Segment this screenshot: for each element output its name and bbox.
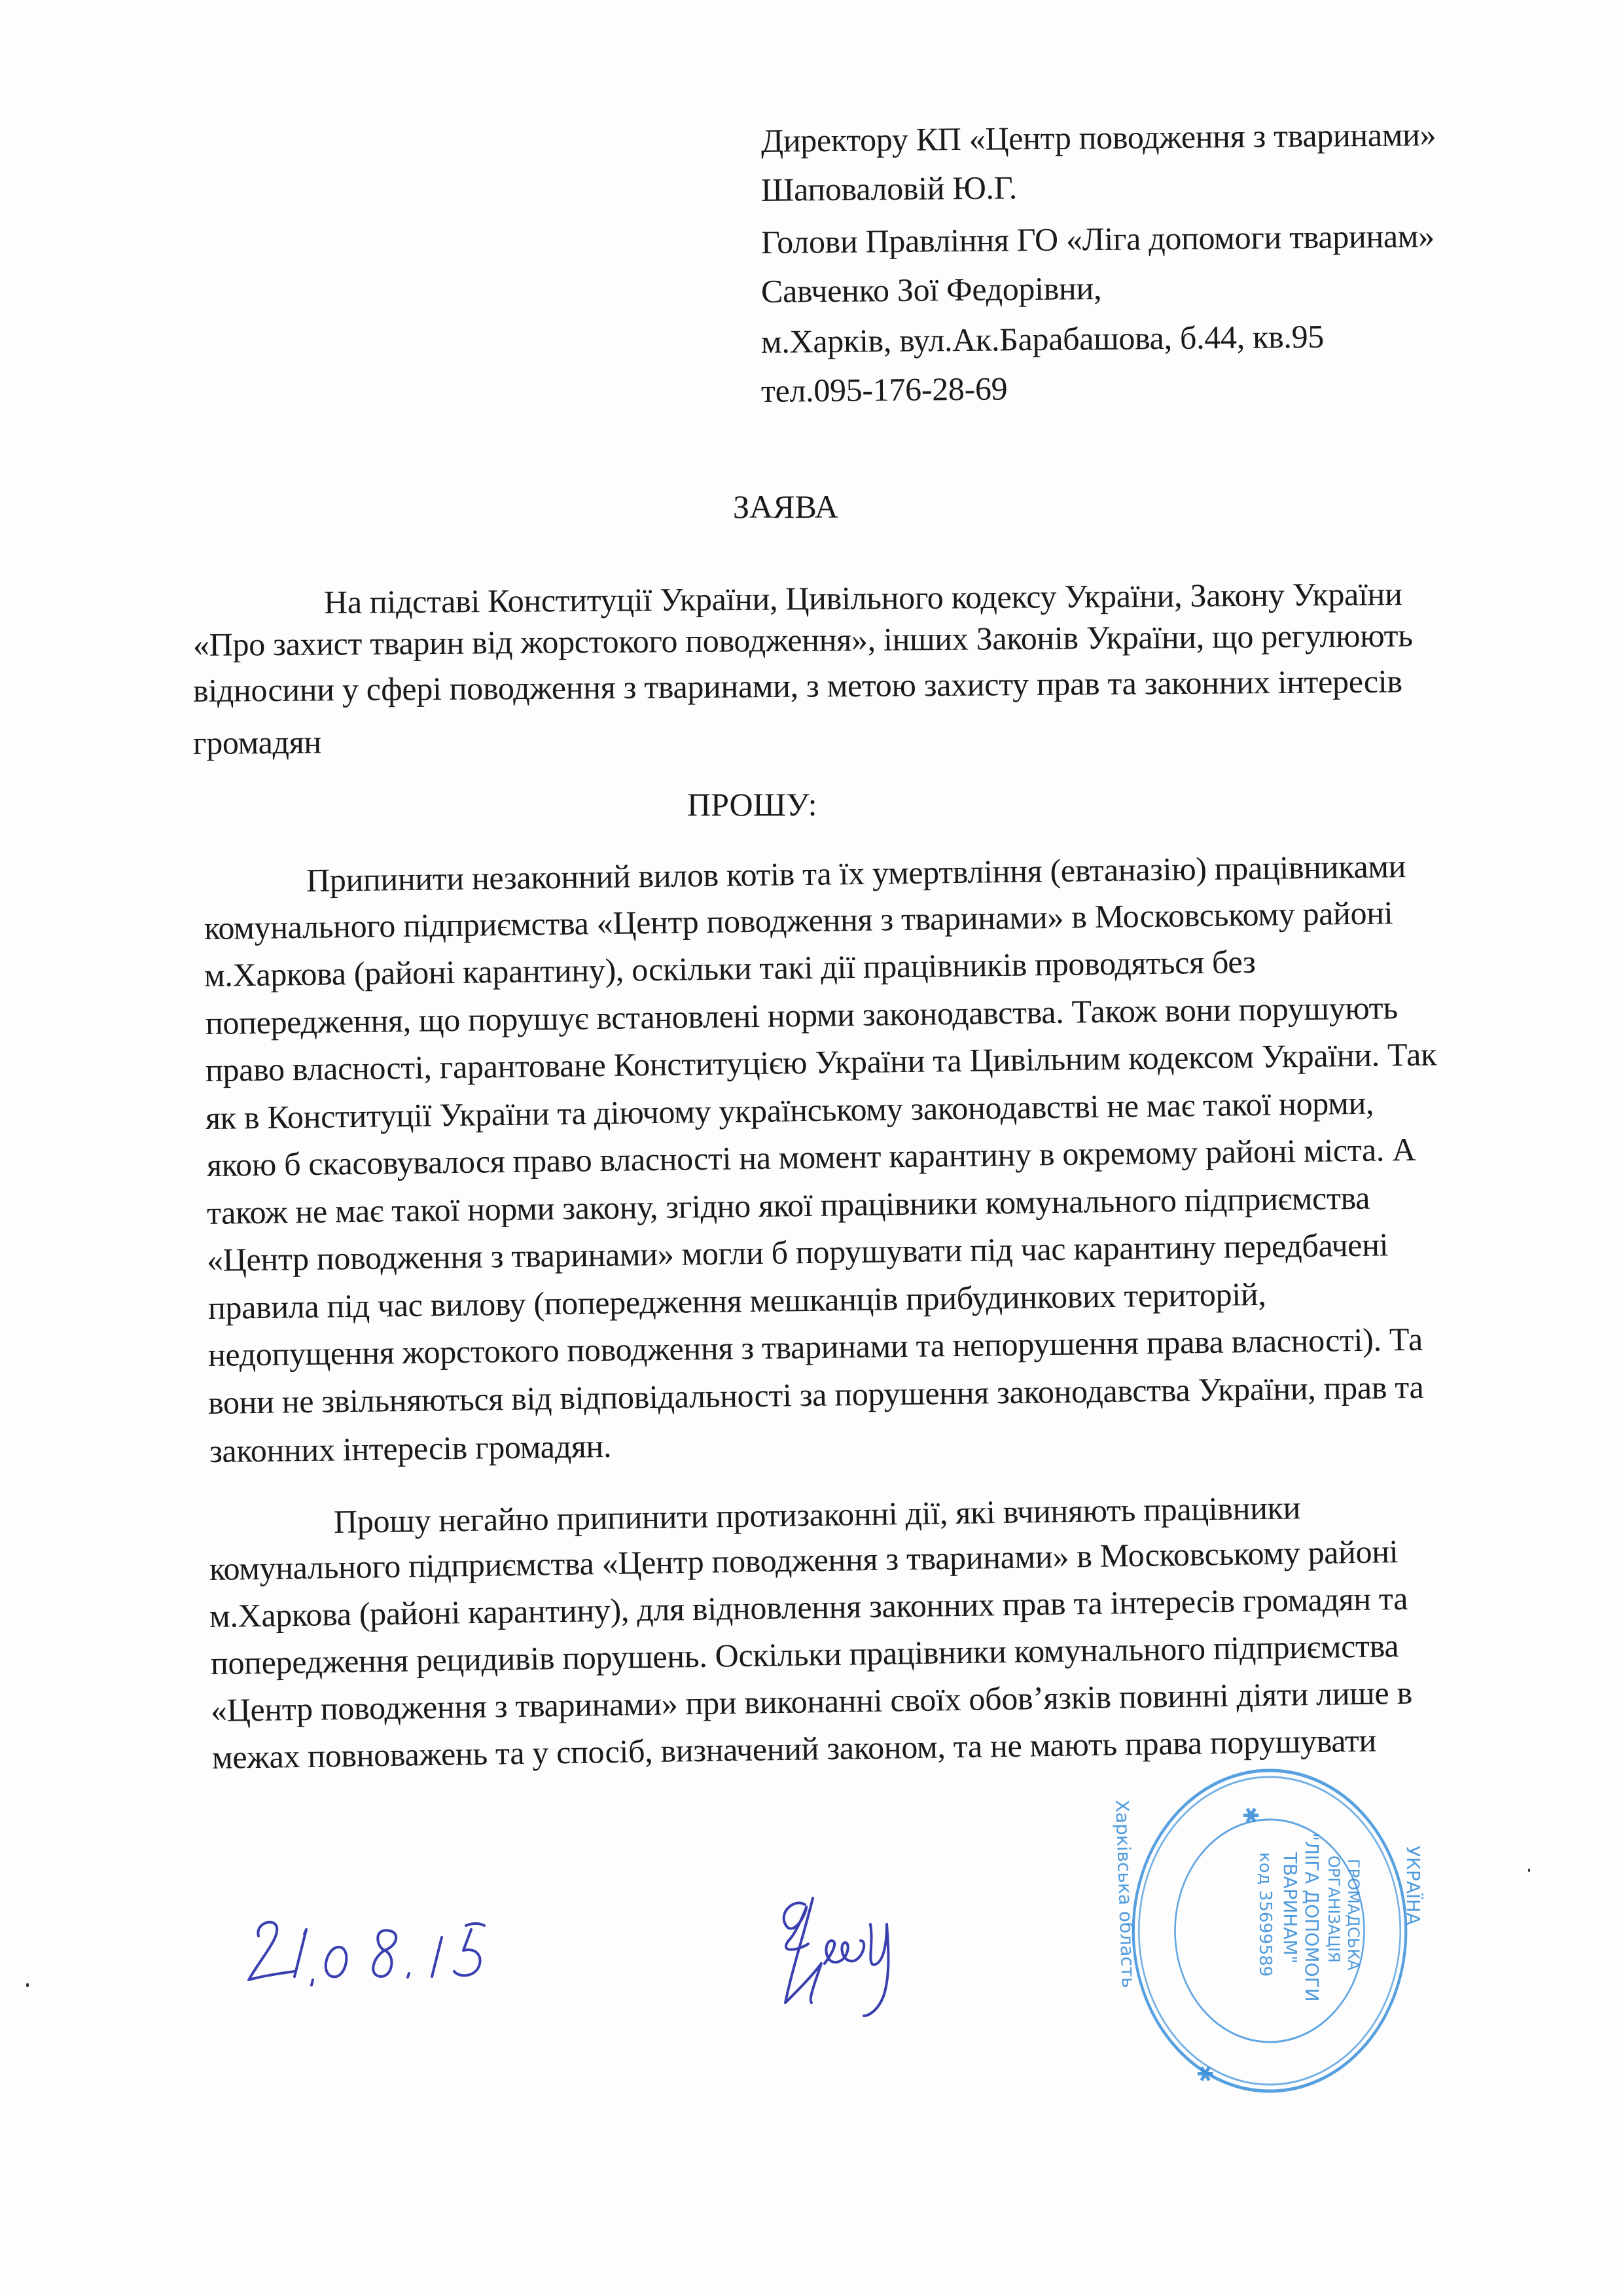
addressee-line: Шаповаловій Ю.Г. xyxy=(760,169,1018,208)
stamp-star-icon: ✱ xyxy=(1238,1806,1263,1824)
paragraph-line: правила під час вилову (попередження мешканців прибудинкових територій, xyxy=(207,1275,1266,1326)
paragraph-line: Припинити незаконний вилов котів та їх умертвління (евтаназію) працівниками xyxy=(306,848,1406,899)
organization-stamp xyxy=(1041,1761,1499,2101)
paragraph-line: м.Харкова (районі карантину), оскільки такі дії працівників проводяться без xyxy=(204,942,1256,994)
handwritten-date xyxy=(236,1885,563,1990)
paragraph-line: комунального підприємства «Центр поводження з тваринами» в Московському районі xyxy=(209,1533,1399,1587)
scan-speck xyxy=(1528,1869,1530,1872)
signature xyxy=(759,1878,955,2022)
stamp-inner-line: ГРОМАДСЬКА xyxy=(1344,1859,1363,1971)
addressee-line: м.Харків, вул.Ак.Барабашова, б.44, кв.95 xyxy=(760,317,1325,360)
paragraph-line: вони не звільняються від відповідальності за порушення законодавства України, прав та xyxy=(207,1368,1424,1421)
request-heading: ПРОШУ: xyxy=(687,786,817,823)
addressee-line: Савченко Зої Федорівни, xyxy=(760,270,1102,310)
paragraph-line: «Центр поводження з тваринами» при виконанні своїх обов’язків повинні діяти лише в xyxy=(210,1674,1413,1729)
stamp-text-top: УКРАЇНА xyxy=(1402,1846,1424,1926)
paragraph-line: недопущення жорстокого поводження з тваринами та непорушення права власності). Та xyxy=(207,1320,1423,1373)
paragraph-line: «Центр поводження з тваринами» могли б порушувати під час карантину передбачені xyxy=(206,1226,1389,1278)
intro-line: «Про захист тварин від жорстокого поводження», інших Законів України, що регулюють xyxy=(192,617,1413,663)
paragraph-line: як в Конституції України та діючому українському законодавстві не має такої норми, xyxy=(205,1084,1374,1136)
stamp-inner-line: код 35699589 xyxy=(1255,1852,1275,1977)
intro-line: громадян xyxy=(192,723,322,761)
paragraph-line: Прошу негайно припинити протизаконні дії, які вчиняють працівники xyxy=(333,1489,1301,1540)
intro-line: відносини у сфері поводження з тваринами, з метою захисту прав та законних інтересів xyxy=(192,662,1402,709)
stamp-text-bottom: Харківська область xyxy=(1111,1799,1140,1988)
paragraph-line: якою б скасовувалося право власності на момент карантину в окремому районі міста. А xyxy=(206,1130,1416,1183)
paragraph-line: право власності, гарантоване Конституцією України та Цивільним кодексом України. Так xyxy=(205,1035,1437,1088)
stamp-inner-line: ТВАРИНАМ" xyxy=(1279,1852,1301,1964)
paragraph-line: комунального підприємства «Центр поводження з тваринами» в Московському районі xyxy=(204,894,1393,946)
intro-line: На підставі Конституції України, Цивільного кодексу України, Закону України xyxy=(323,575,1402,620)
paragraph-line: попередження рецидивів порушень. Оскільки працівники комунального підприємства xyxy=(210,1627,1399,1681)
stamp-inner-line: "ЛІГА ДОПОМОГИ xyxy=(1301,1833,1323,2002)
stamp-inner-line: ОРГАНІЗАЦІЯ xyxy=(1325,1856,1343,1963)
document-title: ЗАЯВА xyxy=(733,488,838,525)
addressee-line: Директору КП «Центр поводження з тваринами» xyxy=(760,116,1436,159)
addressee-line: тел.095-176-28-69 xyxy=(760,370,1008,409)
paragraph-line: законних інтересів громадян. xyxy=(209,1427,612,1469)
paragraph-line: попередження, що порушує встановлені норми законодавства. Також вони порушують xyxy=(205,989,1399,1041)
stamp-star-icon: ✱ xyxy=(1192,2065,1217,2083)
paragraph-line: межах повноважень та у спосіб, визначений законом, та не мають права порушувати xyxy=(211,1721,1377,1776)
scan-speck xyxy=(26,1983,29,1987)
addressee-line: Голови Правління ГО «Ліга допомоги тваринам» xyxy=(760,217,1435,260)
paragraph-line: також не має такої норми закону, згідно якої працівники комунального підприємства xyxy=(206,1179,1370,1231)
paragraph-line: м.Харкова (районі карантину), для відновлення законних прав та інтересів громадян та xyxy=(209,1579,1408,1634)
